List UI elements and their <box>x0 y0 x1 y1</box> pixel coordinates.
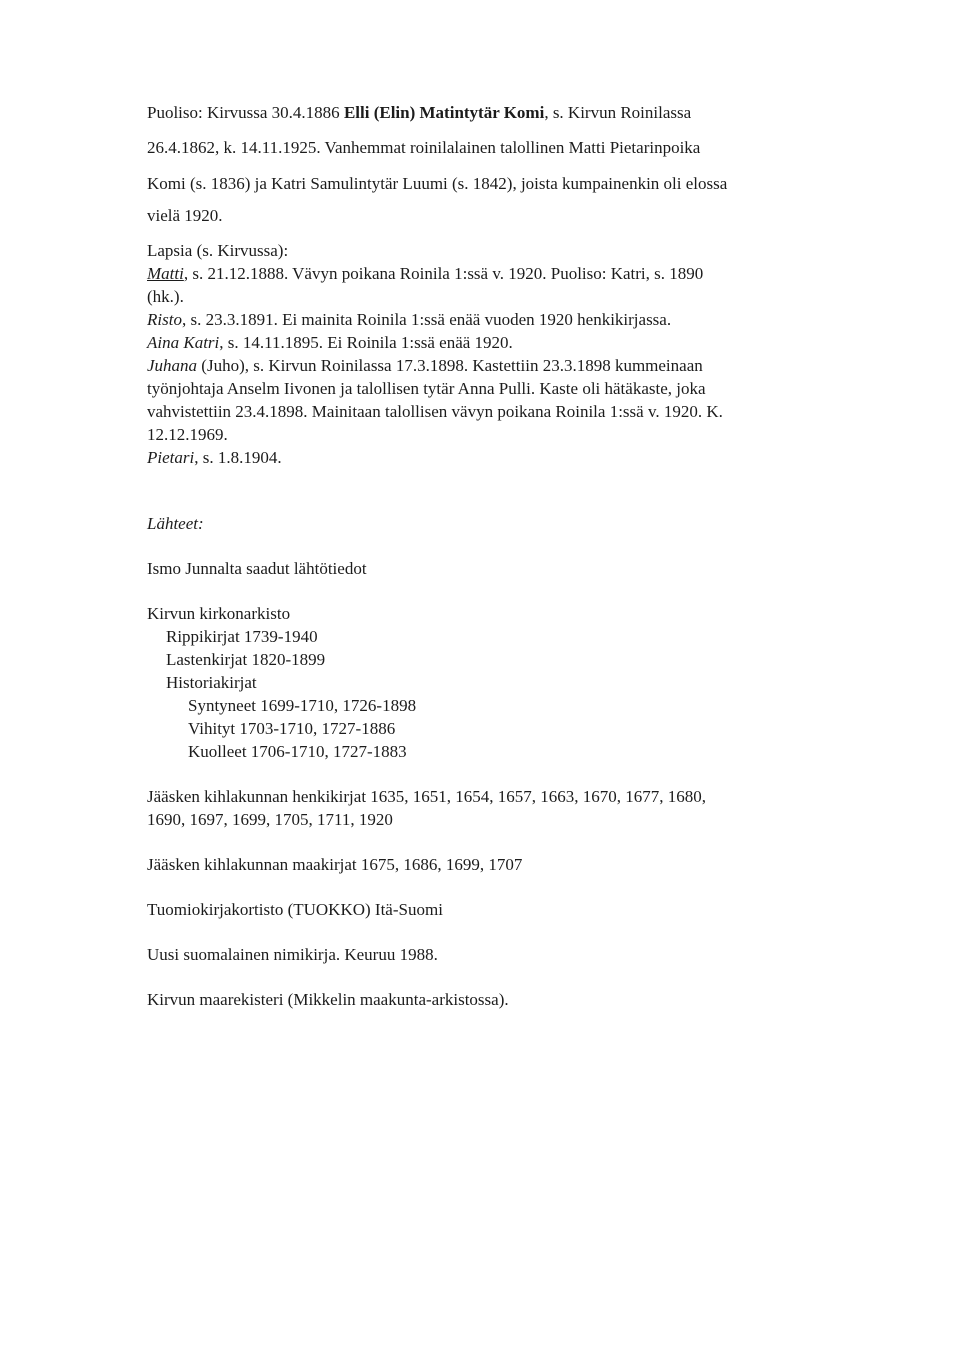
source-subsubitem: Syntyneet 1699-1710, 1726-1898 <box>188 696 417 715</box>
source-subsubitem: Kuolleet 1706-1710, 1727-1883 <box>188 742 407 761</box>
source-item: Uusi suomalainen nimikirja. Keuruu 1988. <box>147 945 438 964</box>
child-details: , s. 1.8.1904. <box>194 448 282 467</box>
child-aina <box>147 333 513 353</box>
child-matti <box>147 264 703 284</box>
source-item: Tuomiokirjakortisto (TUOKKO) Itä-Suomi <box>147 900 443 919</box>
child-details: , s. 14.11.1895. Ei Roinila 1:ssä enää 1920. <box>219 333 513 352</box>
source-subitem: Historiakirjat <box>166 673 257 692</box>
child-juhana-line-3: vahvistettiin 23.4.1898. Mainitaan talollisen vävyn poikana Roinila 1:ssä v. 1920. K. <box>147 402 723 421</box>
child-pietari <box>147 448 282 468</box>
child-juhana <box>147 356 703 376</box>
source-subitem: Lastenkirjat 1820-1899 <box>166 650 326 669</box>
child-details: , s. 23.3.1891. Ei mainita Roinila 1:ssä enää vuoden 1920 henkikirjassa. <box>181 310 672 329</box>
spouse-intro: Puoliso: Kirvussa 30.4.1886 <box>147 103 344 122</box>
source-item: Ismo Junnalta saadut lähtötiedot <box>147 559 367 578</box>
source-item: Kirvun maarekisteri (Mikkelin maakunta-arkistossa). <box>147 990 509 1009</box>
child-juhana-line-4: 12.12.1969. <box>147 425 228 444</box>
child-details: , s. 21.12.1888. Vävyn poikana Roinila 1:ssä v. 1920. Puoliso: Katri, s. 1890 <box>183 264 704 283</box>
spouse-name: Elli (Elin) Matintytär Komi <box>343 103 545 122</box>
child-juhana-line-2: työnjohtaja Anselm Iivonen ja talollisen tytär Anna Pulli. Kaste oli hätäkaste, joka <box>147 379 706 398</box>
child-name: Aina Katri <box>147 333 220 352</box>
child-name: Matti <box>147 264 184 283</box>
spouse-birthplace: , s. Kirvun Roinilassa <box>544 103 692 122</box>
spouse-line-3: Komi (s. 1836) ja Katri Samulintytär Luumi (s. 1842), joista kumpainenkin oli elossa <box>147 174 728 193</box>
source-item: Jääsken kihlakunnan maakirjat 1675, 1686, 1699, 1707 <box>147 855 523 874</box>
source-item-cont: 1690, 1697, 1699, 1705, 1711, 1920 <box>147 810 393 829</box>
source-item: Jääsken kihlakunnan henkikirjat 1635, 1651, 1654, 1657, 1663, 1670, 1677, 1680, <box>147 787 707 806</box>
spouse-line-2: 26.4.1862, k. 14.11.1925. Vanhemmat roinilalainen talollinen Matti Pietarinpoika <box>147 138 701 157</box>
spouse-line-4: vielä 1920. <box>147 206 223 225</box>
child-name: Pietari <box>147 448 195 467</box>
child-name: Risto <box>147 310 182 329</box>
source-item: Kirvun kirkonarkisto <box>147 604 291 623</box>
children-heading: Lapsia (s. Kirvussa): <box>147 241 289 260</box>
source-subitem: Rippikirjat 1739-1940 <box>166 627 318 646</box>
child-details: (Juho), s. Kirvun Roinilassa 17.3.1898. Kastettiin 23.3.1898 kummeinaan <box>197 356 703 375</box>
child-risto <box>147 310 671 330</box>
sources-heading: Lähteet: <box>147 514 204 533</box>
source-subsubitem: Vihityt 1703-1710, 1727-1886 <box>188 719 396 738</box>
child-matti-cont: (hk.). <box>147 287 184 306</box>
spouse-line-1 <box>147 103 691 123</box>
child-name: Juhana <box>147 356 198 375</box>
